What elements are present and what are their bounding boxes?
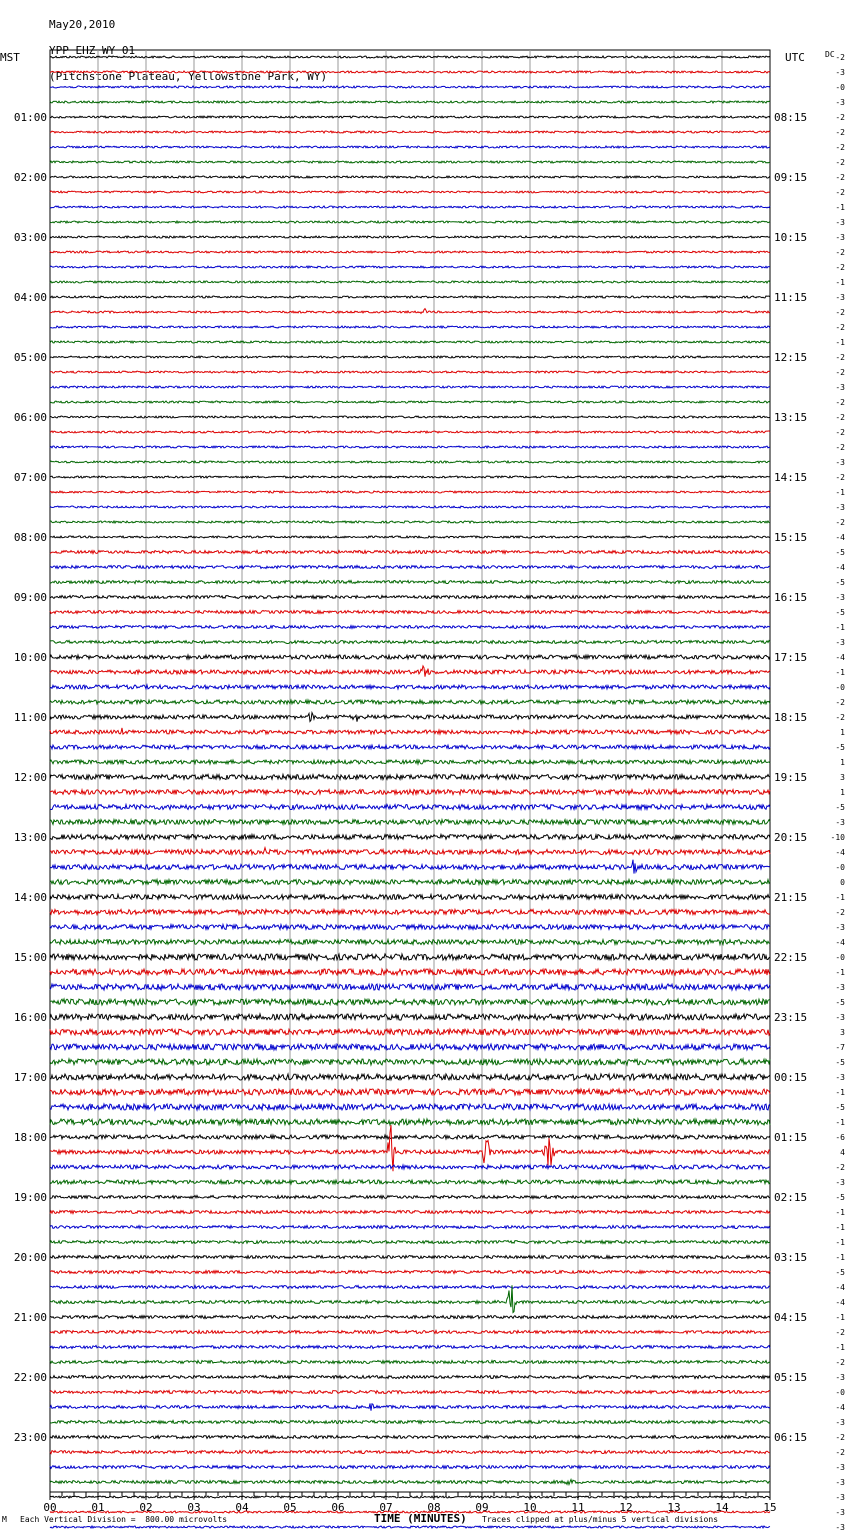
dc-offset-label: -1 xyxy=(835,278,845,287)
seismic-trace xyxy=(50,236,770,238)
seismic-trace xyxy=(50,685,770,689)
seismic-trace xyxy=(50,1256,770,1259)
seismic-trace xyxy=(50,551,770,554)
left-hour-label: 06:00 xyxy=(13,411,47,424)
x-tick-label: 15 xyxy=(763,1501,777,1514)
seismic-trace xyxy=(50,1404,770,1411)
right-hour-label: 04:15 xyxy=(774,1311,808,1324)
left-hour-label: 17:00 xyxy=(13,1071,47,1084)
x-tick-label: 07 xyxy=(379,1501,393,1514)
seismic-trace xyxy=(50,641,770,644)
seismic-trace xyxy=(50,835,770,840)
seismic-trace xyxy=(50,386,770,388)
seismic-trace xyxy=(50,1346,770,1349)
seismic-trace xyxy=(50,266,770,268)
seismic-trace xyxy=(50,446,770,448)
dc-offset-label: -2 xyxy=(835,353,845,362)
dc-offset-label: -4 xyxy=(835,1403,845,1412)
seismic-trace xyxy=(50,161,770,163)
seismic-trace xyxy=(50,71,770,73)
seismic-trace xyxy=(50,925,770,930)
dc-offset-label: -4 xyxy=(835,938,845,947)
seismic-trace xyxy=(50,655,770,659)
x-tick-label: 02 xyxy=(139,1501,153,1514)
dc-offset-label: -5 xyxy=(835,998,845,1007)
dc-offset-label: -1 xyxy=(835,1223,845,1232)
dc-offset-label: -2 xyxy=(835,53,845,62)
dc-offset-label: -3 xyxy=(835,638,845,647)
right-hour-label: 11:15 xyxy=(774,291,808,304)
dc-offset-label: -2 xyxy=(835,143,845,152)
right-hour-label: 15:15 xyxy=(774,531,808,544)
left-hour-label: 19:00 xyxy=(13,1191,47,1204)
dc-offset-label: -1 xyxy=(835,1118,845,1127)
dc-offset-label: -3 xyxy=(835,983,845,992)
right-hour-label: 19:15 xyxy=(774,771,808,784)
seismic-trace xyxy=(50,1436,770,1439)
right-hour-label: 05:15 xyxy=(774,1371,808,1384)
dc-offset-label: -10 xyxy=(830,833,845,842)
left-hour-label: 22:00 xyxy=(13,1371,47,1384)
seismic-trace xyxy=(50,1014,770,1020)
dc-offset-label: -1 xyxy=(835,1088,845,1097)
left-hour-label: 01:00 xyxy=(13,111,47,124)
seismic-trace xyxy=(50,431,770,433)
seismic-trace xyxy=(50,1211,770,1214)
clipping-note: Traces clipped at plus/minus 5 vertical divisions xyxy=(482,1515,719,1524)
seismic-trace xyxy=(50,536,770,538)
dc-offset-label: -0 xyxy=(835,1388,845,1397)
seismic-trace xyxy=(50,790,770,795)
seismic-trace xyxy=(50,1074,770,1080)
left-hour-label: 16:00 xyxy=(13,1011,47,1024)
dc-offset-label: -1 xyxy=(835,1343,845,1352)
left-hour-label: 07:00 xyxy=(13,471,47,484)
dc-offset-label: -1 xyxy=(835,968,845,977)
seismic-trace xyxy=(50,1226,770,1229)
seismic-trace xyxy=(50,371,770,373)
dc-offset-label: -2 xyxy=(835,1328,845,1337)
x-tick-label: 01 xyxy=(91,1501,105,1514)
dc-offset-label: -2 xyxy=(835,368,845,377)
dc-offset-label: -3 xyxy=(835,233,845,242)
seismic-trace xyxy=(50,1466,770,1469)
dc-offset-label: -5 xyxy=(835,743,845,752)
dc-header: DC xyxy=(825,50,835,59)
left-hour-label: 13:00 xyxy=(13,831,47,844)
seismic-trace xyxy=(50,521,770,523)
dc-offset-label: 4 xyxy=(840,1148,845,1157)
seismic-trace xyxy=(50,281,770,283)
dc-offset-label: -7 xyxy=(835,1043,845,1052)
dc-offset-label: -2 xyxy=(835,188,845,197)
dc-offset-label: -2 xyxy=(835,1448,845,1457)
seismic-trace xyxy=(50,880,770,885)
right-hour-label: 18:15 xyxy=(774,711,808,724)
x-tick-label: 03 xyxy=(187,1501,201,1514)
left-hour-label: 18:00 xyxy=(13,1131,47,1144)
left-timezone-label: MST xyxy=(0,51,20,64)
right-hour-label: 22:15 xyxy=(774,951,808,964)
dc-offset-label: 3 xyxy=(840,1028,845,1037)
dc-offset-label: -6 xyxy=(835,1133,845,1142)
seismic-trace xyxy=(50,416,770,418)
right-hour-label: 10:15 xyxy=(774,231,808,244)
seismic-trace xyxy=(50,461,770,463)
left-hour-label: 03:00 xyxy=(13,231,47,244)
x-tick-label: 06 xyxy=(331,1501,345,1514)
dc-offset-label: -3 xyxy=(835,1523,845,1532)
left-hour-label: 14:00 xyxy=(13,891,47,904)
seismic-trace xyxy=(50,1180,770,1184)
seismic-trace xyxy=(50,775,770,780)
seismic-trace xyxy=(50,1376,770,1379)
x-tick-label: 08 xyxy=(427,1501,441,1514)
seismic-trace xyxy=(50,1089,770,1095)
dc-offset-label: 3 xyxy=(840,773,845,782)
dc-offset-label: -5 xyxy=(835,1058,845,1067)
dc-offset-label: -3 xyxy=(835,1493,845,1502)
seismic-trace xyxy=(50,1526,770,1528)
left-hour-label: 10:00 xyxy=(13,651,47,664)
dc-offset-label: -2 xyxy=(835,908,845,917)
seismic-trace xyxy=(50,745,770,749)
right-hour-label: 01:15 xyxy=(774,1131,808,1144)
right-hour-label: 16:15 xyxy=(774,591,808,604)
dc-offset-label: -3 xyxy=(835,923,845,932)
seismic-trace xyxy=(50,476,770,478)
right-hour-label: 14:15 xyxy=(774,471,808,484)
dc-offset-label: -1 xyxy=(835,1238,845,1247)
dc-offset-label: -2 xyxy=(835,698,845,707)
seismic-trace xyxy=(50,221,770,223)
seismic-trace xyxy=(50,895,770,900)
seismic-trace xyxy=(50,820,770,825)
seismic-trace xyxy=(50,146,770,148)
seismic-trace xyxy=(50,341,770,343)
left-hour-label: 15:00 xyxy=(13,951,47,964)
dc-offset-label: -0 xyxy=(835,683,845,692)
dc-offset-label: -2 xyxy=(835,323,845,332)
right-timezone-label: UTC xyxy=(785,51,805,64)
dc-offset-label: -1 xyxy=(835,488,845,497)
dc-offset-label: -2 xyxy=(835,473,845,482)
dc-offset-label: -3 xyxy=(835,293,845,302)
dc-offset-label: -5 xyxy=(835,1103,845,1112)
seismic-trace xyxy=(50,1119,770,1125)
dc-offset-label: -3 xyxy=(835,218,845,227)
dc-offset-label: -5 xyxy=(835,1268,845,1277)
seismic-trace xyxy=(50,1165,770,1169)
dc-offset-label: -3 xyxy=(835,98,845,107)
seismic-trace xyxy=(50,1480,770,1485)
dc-offset-label: -3 xyxy=(835,1013,845,1022)
x-axis-title: TIME (MINUTES) xyxy=(374,1512,467,1525)
dc-offset-label: -1 xyxy=(835,623,845,632)
x-tick-label: 05 xyxy=(283,1501,297,1514)
seismic-trace xyxy=(50,1059,770,1065)
dc-offset-label: -5 xyxy=(835,803,845,812)
dc-offset-label: -3 xyxy=(835,458,845,467)
x-tick-label: 10 xyxy=(523,1501,537,1514)
dc-offset-label: 0 xyxy=(840,878,845,887)
right-hour-label: 03:15 xyxy=(774,1251,808,1264)
seismic-trace xyxy=(50,666,770,677)
seismic-trace xyxy=(50,611,770,614)
seismic-trace xyxy=(50,728,770,734)
seismic-trace xyxy=(50,1104,770,1110)
dc-offset-label: 1 xyxy=(840,728,845,737)
seismic-trace xyxy=(50,191,770,193)
seismic-trace xyxy=(50,760,770,764)
x-tick-label: 09 xyxy=(475,1501,489,1514)
dc-offset-label: -2 xyxy=(835,248,845,257)
right-hour-label: 08:15 xyxy=(774,111,808,124)
seismic-trace xyxy=(50,401,770,403)
left-hour-label: 21:00 xyxy=(13,1311,47,1324)
dc-offset-label: -2 xyxy=(835,443,845,452)
seismic-trace xyxy=(50,1044,770,1050)
dc-offset-label: -5 xyxy=(835,548,845,557)
dc-offset-label: -0 xyxy=(835,863,845,872)
dc-offset-label: -3 xyxy=(835,1463,845,1472)
x-tick-label: 11 xyxy=(571,1501,585,1514)
seismic-trace xyxy=(50,1421,770,1424)
seismic-trace xyxy=(50,356,770,358)
seismic-trace xyxy=(50,1286,770,1289)
right-hour-label: 00:15 xyxy=(774,1071,808,1084)
right-hour-label: 23:15 xyxy=(774,1011,808,1024)
left-hour-label: 20:00 xyxy=(13,1251,47,1264)
dc-offset-label: -4 xyxy=(835,1283,845,1292)
dc-offset-label: -3 xyxy=(835,593,845,602)
seismic-trace xyxy=(50,491,770,493)
seismic-trace xyxy=(50,1241,770,1244)
seismic-trace xyxy=(50,1391,770,1394)
dc-offset-label: -2 xyxy=(835,1433,845,1442)
dc-offset-label: -4 xyxy=(835,533,845,542)
dc-offset-label: -5 xyxy=(835,608,845,617)
seismic-trace xyxy=(50,206,770,208)
dc-offset-label: -2 xyxy=(835,263,845,272)
left-hour-label: 08:00 xyxy=(13,531,47,544)
seismic-trace xyxy=(50,848,770,855)
left-hour-label: 12:00 xyxy=(13,771,47,784)
dc-offset-label: -1 xyxy=(835,1208,845,1217)
seismic-trace xyxy=(50,940,770,945)
dc-offset-label: -1 xyxy=(835,203,845,212)
left-hour-label: 05:00 xyxy=(13,351,47,364)
dc-offset-label: -2 xyxy=(835,113,845,122)
seismic-trace xyxy=(50,1331,770,1334)
dc-offset-label: -3 xyxy=(835,68,845,77)
dc-offset-label: -1 xyxy=(835,1253,845,1262)
seismic-trace xyxy=(50,1496,770,1498)
dc-offset-label: -3 xyxy=(835,1073,845,1082)
right-hour-label: 21:15 xyxy=(774,891,808,904)
seismic-trace xyxy=(50,309,770,314)
dc-offset-label: -3 xyxy=(835,1178,845,1187)
dc-offset-label: -3 xyxy=(835,1478,845,1487)
dc-offset-label: -0 xyxy=(835,83,845,92)
x-tick-label: 12 xyxy=(619,1501,633,1514)
left-hour-label: 02:00 xyxy=(13,171,47,184)
seismic-trace xyxy=(50,1135,770,1139)
seismic-trace xyxy=(50,1271,770,1274)
dc-offset-label: -3 xyxy=(835,1373,845,1382)
seismic-trace xyxy=(50,713,770,722)
dc-offset-label: -2 xyxy=(835,1163,845,1172)
dc-offset-label: -2 xyxy=(835,173,845,182)
seismic-trace xyxy=(50,86,770,88)
dc-offset-label: -2 xyxy=(835,308,845,317)
seismic-trace xyxy=(50,296,770,298)
dc-offset-label: -2 xyxy=(835,428,845,437)
seismic-trace xyxy=(50,954,770,960)
vertical-scale-note: Each Vertical Division = 800.00 microvolts xyxy=(20,1515,228,1524)
right-hour-label: 20:15 xyxy=(774,831,808,844)
seismic-trace xyxy=(50,1196,770,1199)
seismic-trace xyxy=(50,999,770,1005)
seismic-trace xyxy=(50,1285,770,1312)
seismic-trace xyxy=(50,969,770,975)
seismic-trace xyxy=(50,1029,770,1035)
seismic-trace xyxy=(50,626,770,629)
header-date: May20,2010 xyxy=(49,18,116,31)
seismic-trace xyxy=(50,131,770,133)
dc-offset-label: -2 xyxy=(835,1358,845,1367)
seismic-trace xyxy=(50,910,770,915)
dc-offset-label: -3 xyxy=(835,503,845,512)
dc-offset-label: -2 xyxy=(835,713,845,722)
dc-offset-label: -1 xyxy=(835,338,845,347)
dc-offset-label: -3 xyxy=(835,1418,845,1427)
dc-offset-label: -4 xyxy=(835,653,845,662)
dc-offset-label: -1 xyxy=(835,893,845,902)
dc-offset-label: -5 xyxy=(835,578,845,587)
dc-offset-label: -1 xyxy=(835,668,845,677)
seismic-trace xyxy=(50,251,770,253)
right-hour-label: 09:15 xyxy=(774,171,808,184)
dc-offset-label: -2 xyxy=(835,128,845,137)
right-hour-label: 12:15 xyxy=(774,351,808,364)
dc-offset-label: -4 xyxy=(835,848,845,857)
x-tick-label: 13 xyxy=(667,1501,681,1514)
dc-offset-label: -2 xyxy=(835,158,845,167)
seismic-trace xyxy=(50,805,770,810)
seismic-trace xyxy=(50,506,770,508)
dc-offset-label: -3 xyxy=(835,818,845,827)
dc-offset-label: -0 xyxy=(835,953,845,962)
seismic-trace xyxy=(50,326,770,328)
x-tick-label: 00 xyxy=(43,1501,57,1514)
seismic-trace xyxy=(50,700,770,704)
right-hour-label: 02:15 xyxy=(774,1191,808,1204)
right-hour-label: 06:15 xyxy=(774,1431,808,1444)
right-hour-label: 17:15 xyxy=(774,651,808,664)
dc-offset-label: -2 xyxy=(835,413,845,422)
seismic-trace xyxy=(50,1125,770,1171)
dc-offset-label: -1 xyxy=(835,1313,845,1322)
seismic-trace xyxy=(50,984,770,990)
dc-offset-label: -2 xyxy=(835,398,845,407)
dc-offset-label: -2 xyxy=(835,518,845,527)
dc-offset-label: -4 xyxy=(835,1298,845,1307)
seismic-trace xyxy=(50,581,770,584)
dc-offset-label: 1 xyxy=(840,758,845,767)
seismic-trace xyxy=(50,1451,770,1454)
seismic-trace xyxy=(50,596,770,599)
left-hour-label: 23:00 xyxy=(13,1431,47,1444)
x-tick-label: 14 xyxy=(715,1501,729,1514)
left-hour-label: 09:00 xyxy=(13,591,47,604)
right-hour-label: 13:15 xyxy=(774,411,808,424)
left-hour-label: 04:00 xyxy=(13,291,47,304)
left-hour-label: 11:00 xyxy=(13,711,47,724)
dc-offset-label: -5 xyxy=(835,1193,845,1202)
seismic-trace xyxy=(50,116,770,118)
seismic-trace xyxy=(50,860,770,874)
dc-offset-label: 1 xyxy=(840,788,845,797)
dc-offset-label: -3 xyxy=(835,1508,845,1517)
seismic-trace xyxy=(50,1361,770,1364)
seismic-trace xyxy=(50,56,770,58)
seismic-trace xyxy=(50,1316,770,1319)
x-tick-label: 04 xyxy=(235,1501,249,1514)
dc-offset-label: -3 xyxy=(835,383,845,392)
seismic-trace xyxy=(50,101,770,103)
header-location: (Pitchstone Plateau, Yellowstone Park, WY) xyxy=(49,70,328,83)
seismic-trace xyxy=(50,176,770,178)
dc-offset-label: -4 xyxy=(835,563,845,572)
header-station: YPP EHZ WY 01 xyxy=(49,44,136,57)
seismic-trace xyxy=(50,566,770,569)
footer-mark: M xyxy=(2,1515,7,1524)
